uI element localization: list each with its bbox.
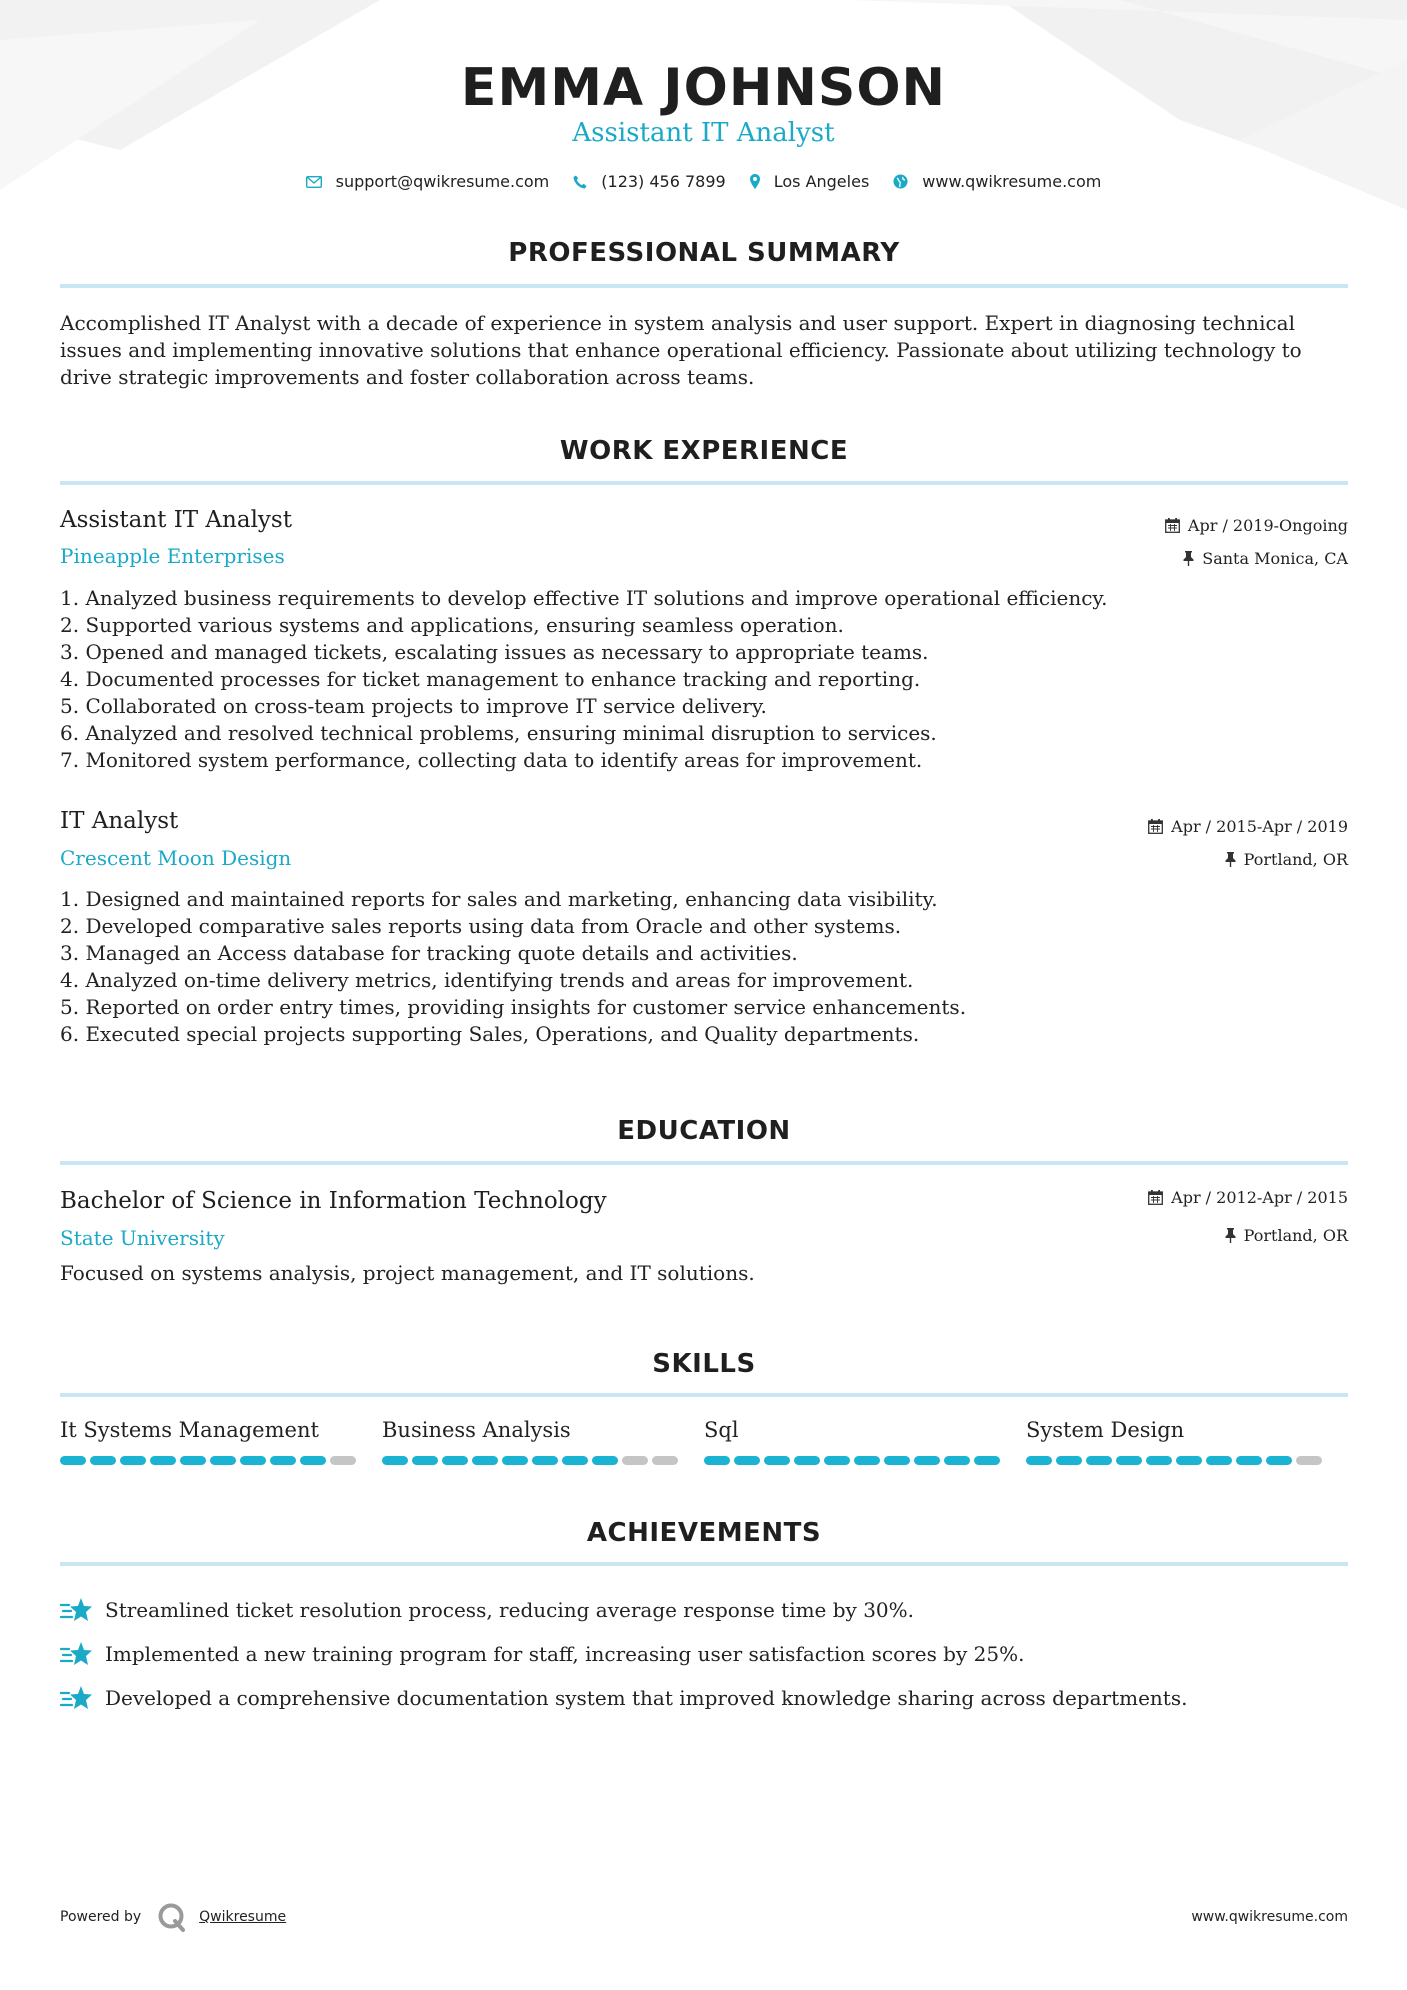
skill-segment-filled bbox=[412, 1456, 438, 1465]
globe-icon bbox=[893, 174, 908, 189]
skill-segment-filled bbox=[240, 1456, 266, 1465]
candidate-role: Assistant IT Analyst bbox=[572, 118, 835, 148]
skill-name: Sql bbox=[704, 1418, 739, 1442]
skill-segment-filled bbox=[210, 1456, 236, 1465]
skill-segment-empty bbox=[330, 1456, 356, 1465]
education-description: Focused on systems analysis, project management, and IT solutions. bbox=[60, 1261, 755, 1285]
list-item: 2. Supported various systems and applications, ensuring seamless operation. bbox=[60, 613, 844, 637]
list-item: 5. Collaborated on cross-team projects to improve IT service delivery. bbox=[60, 694, 767, 718]
skill-segment-filled bbox=[764, 1456, 790, 1465]
achievements-list bbox=[60, 1588, 1348, 1720]
skill-name: It Systems Management bbox=[60, 1418, 319, 1442]
pushpin-icon bbox=[1225, 1228, 1236, 1243]
section-title-skills: SKILLS bbox=[652, 1349, 756, 1379]
skill-segment-filled bbox=[944, 1456, 970, 1465]
skill-segment-filled bbox=[1146, 1456, 1172, 1465]
qwikresume-link[interactable]: Qwikresume bbox=[199, 1909, 287, 1925]
map-pin-icon bbox=[750, 174, 760, 189]
skill-segment-empty bbox=[622, 1456, 648, 1465]
job-location-text: Santa Monica, CA bbox=[1202, 549, 1348, 568]
section-title-achievements: ACHIEVEMENTS bbox=[586, 1518, 822, 1548]
job-bullet-list bbox=[60, 585, 1260, 774]
skill-level-bar bbox=[382, 1456, 682, 1465]
contact-bar bbox=[0, 172, 1407, 191]
skill-segment-filled bbox=[150, 1456, 176, 1465]
education-location-text: Portland, OR bbox=[1243, 1226, 1348, 1245]
list-item: 1. Designed and maintained reports for sales and marketing, enhancing data visibility. bbox=[60, 887, 938, 911]
powered-by-label: Powered by bbox=[60, 1909, 142, 1925]
skill-name: Business Analysis bbox=[382, 1418, 571, 1442]
list-item: 5. Reported on order entry times, providing insights for customer service enhancements. bbox=[60, 995, 967, 1019]
list-item bbox=[60, 1588, 1348, 1632]
list-item: 1. Analyzed business requirements to develop effective IT solutions and improve operational efficiency. bbox=[60, 586, 1108, 610]
list-item bbox=[60, 1676, 1348, 1720]
education-degree: Bachelor of Science in Information Technology bbox=[60, 1188, 607, 1214]
skill-segment-filled bbox=[300, 1456, 326, 1465]
contact-website[interactable] bbox=[893, 172, 1101, 191]
skill-segment-filled bbox=[472, 1456, 498, 1465]
section-divider bbox=[60, 1562, 1348, 1566]
section-divider bbox=[60, 284, 1348, 288]
list-item: 3. Managed an Access database for tracking quote details and activities. bbox=[60, 941, 798, 965]
job-location bbox=[1183, 549, 1348, 568]
skill-segment-filled bbox=[1176, 1456, 1202, 1465]
skill-segment-filled bbox=[442, 1456, 468, 1465]
skill-level-bar bbox=[1026, 1456, 1326, 1465]
pushpin-icon bbox=[1225, 852, 1236, 867]
job-dates bbox=[1148, 817, 1348, 836]
achievement-text: Implemented a new training program for staff, increasing user satisfaction scores by 25%. bbox=[105, 1642, 1025, 1666]
envelope-icon bbox=[306, 176, 322, 188]
job-title: Assistant IT Analyst bbox=[60, 507, 292, 533]
skill-segment-filled bbox=[180, 1456, 206, 1465]
education-dates bbox=[1148, 1188, 1348, 1207]
job-dates-text: Apr / 2015-Apr / 2019 bbox=[1171, 817, 1348, 836]
skill-level-bar bbox=[60, 1456, 360, 1465]
contact-phone[interactable] bbox=[573, 172, 725, 191]
shooting-star-icon bbox=[60, 1597, 93, 1623]
calendar-icon bbox=[1148, 1190, 1163, 1205]
skill-item bbox=[1026, 1418, 1348, 1465]
calendar-icon bbox=[1165, 518, 1180, 533]
skill-segment-empty bbox=[1296, 1456, 1322, 1465]
skill-segment-filled bbox=[270, 1456, 296, 1465]
education-dates-text: Apr / 2012-Apr / 2015 bbox=[1171, 1188, 1348, 1207]
skill-name: System Design bbox=[1026, 1418, 1185, 1442]
job-dates-text: Apr / 2019-Ongoing bbox=[1187, 516, 1348, 535]
skill-level-bar bbox=[704, 1456, 1004, 1465]
footer bbox=[60, 1902, 1348, 1932]
education-school: State University bbox=[60, 1226, 225, 1250]
shooting-star-icon bbox=[60, 1685, 93, 1711]
skill-segment-filled bbox=[1116, 1456, 1142, 1465]
skill-item bbox=[704, 1418, 1026, 1465]
skill-segment-filled bbox=[1236, 1456, 1262, 1465]
list-item: 6. Executed special projects supporting Sales, Operations, and Quality departments. bbox=[60, 1022, 920, 1046]
skill-segment-filled bbox=[1086, 1456, 1112, 1465]
skill-segment-filled bbox=[884, 1456, 910, 1465]
education-location bbox=[1225, 1226, 1348, 1245]
contact-email[interactable] bbox=[306, 172, 550, 191]
contact-email-text: support@qwikresume.com bbox=[335, 172, 550, 191]
skill-segment-filled bbox=[1266, 1456, 1292, 1465]
section-divider bbox=[60, 481, 1348, 485]
section-divider bbox=[60, 1393, 1348, 1397]
section-divider bbox=[60, 1161, 1348, 1165]
skill-segment-filled bbox=[794, 1456, 820, 1465]
list-item: 3. Opened and managed tickets, escalating issues as necessary to appropriate teams. bbox=[60, 640, 929, 664]
pushpin-icon bbox=[1183, 551, 1194, 566]
contact-phone-text: (123) 456 7899 bbox=[601, 172, 726, 191]
skill-segment-filled bbox=[1026, 1456, 1052, 1465]
achievement-text: Streamlined ticket resolution process, reducing average response time by 30%. bbox=[105, 1598, 915, 1622]
list-item: 2. Developed comparative sales reports using data from Oracle and other systems. bbox=[60, 914, 902, 938]
qwikresume-logo-icon bbox=[157, 1902, 187, 1932]
skill-segment-filled bbox=[974, 1456, 1000, 1465]
calendar-icon bbox=[1148, 819, 1163, 834]
skill-segment-filled bbox=[854, 1456, 880, 1465]
job-company: Crescent Moon Design bbox=[60, 846, 292, 870]
skill-segment-filled bbox=[1056, 1456, 1082, 1465]
job-title: IT Analyst bbox=[60, 808, 179, 834]
skill-segment-filled bbox=[382, 1456, 408, 1465]
skill-item bbox=[382, 1418, 704, 1465]
skill-segment-filled bbox=[824, 1456, 850, 1465]
skill-segment-filled bbox=[592, 1456, 618, 1465]
section-title-summary: PROFESSIONAL SUMMARY bbox=[508, 238, 900, 268]
list-item: 7. Monitored system performance, collecting data to identify areas for improvement. bbox=[60, 748, 923, 772]
contact-location-text: Los Angeles bbox=[773, 172, 870, 191]
job-location-text: Portland, OR bbox=[1243, 850, 1348, 869]
list-item: 4. Documented processes for ticket management to enhance tracking and reporting. bbox=[60, 667, 921, 691]
skill-segment-filled bbox=[914, 1456, 940, 1465]
section-title-education: EDUCATION bbox=[617, 1116, 791, 1146]
job-company: Pineapple Enterprises bbox=[60, 544, 285, 568]
skill-segment-filled bbox=[704, 1456, 730, 1465]
list-item: 6. Analyzed and resolved technical problems, ensuring minimal disruption to services. bbox=[60, 721, 937, 745]
phone-icon bbox=[573, 175, 587, 189]
powered-by bbox=[60, 1902, 286, 1932]
skill-segment-filled bbox=[90, 1456, 116, 1465]
skill-segment-filled bbox=[502, 1456, 528, 1465]
skills-list bbox=[60, 1418, 1348, 1465]
list-item: 4. Analyzed on-time delivery metrics, identifying trends and areas for improvement. bbox=[60, 968, 914, 992]
footer-website[interactable]: www.qwikresume.com bbox=[1191, 1909, 1348, 1925]
skill-segment-filled bbox=[562, 1456, 588, 1465]
summary-text: Accomplished IT Analyst with a decade of experience in system analysis and user support. Expert in diagnosing technical issues and implementing innovative solutions that enhance operational efficiency. Passionate about utilizing technology to drive strategic improvements and foster collaboration across teams. bbox=[60, 311, 1302, 389]
skill-item bbox=[60, 1418, 382, 1465]
job-location bbox=[1225, 850, 1348, 869]
contact-website-text: www.qwikresume.com bbox=[922, 172, 1102, 191]
contact-location bbox=[750, 172, 870, 191]
job-bullet-list bbox=[60, 886, 1260, 1048]
list-item bbox=[60, 1632, 1348, 1676]
section-title-experience: WORK EXPERIENCE bbox=[559, 436, 849, 466]
skill-segment-empty bbox=[652, 1456, 678, 1465]
skill-segment-filled bbox=[60, 1456, 86, 1465]
skill-segment-filled bbox=[532, 1456, 558, 1465]
skill-segment-filled bbox=[1206, 1456, 1232, 1465]
candidate-name: EMMA JOHNSON bbox=[460, 58, 947, 118]
shooting-star-icon bbox=[60, 1641, 93, 1667]
skill-segment-filled bbox=[734, 1456, 760, 1465]
job-dates bbox=[1165, 516, 1348, 535]
achievement-text: Developed a comprehensive documentation system that improved knowledge sharing across departments. bbox=[105, 1686, 1188, 1710]
skill-segment-filled bbox=[120, 1456, 146, 1465]
